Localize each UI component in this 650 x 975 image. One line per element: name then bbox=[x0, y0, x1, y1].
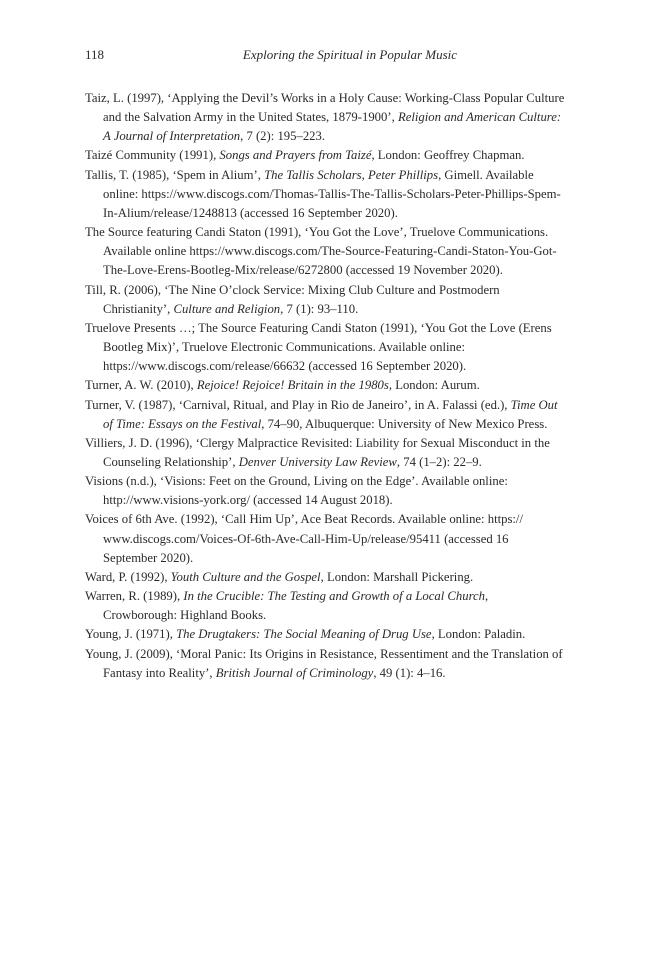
reference-entry bbox=[85, 510, 565, 567]
reference-text: Young, J. (2009), ‘Moral Panic: Its Origins in Resistance, Ressentiment and the Translation of Fantasy into Reality’, bbox=[85, 646, 563, 680]
reference-text: Tallis, T. (1985), ‘Spem in Alium’, bbox=[85, 167, 265, 182]
reference-text: , 74–90, Albuquerque: University of New Mexico Press. bbox=[261, 416, 548, 431]
reference-text: The Source featuring Candi Staton (1991), ‘You Got the Love’, Truelove Communications. Available online https://www.discogs.com/The-Source-Featuring-Candi-Staton-You-Got-The-Love-Erens-Bootleg-Mix/release/6272800 (accessed 19 November 2020). bbox=[85, 225, 557, 278]
reference-text: Taiz, L. (1997), ‘Applying the Devil’s Works in a Holy Cause: Working-Class Popular Culture and the Salvation Army in the United States, 1879-1900’, bbox=[85, 91, 565, 125]
reference-text: , 7 (1): 93–110. bbox=[280, 301, 359, 316]
reference-entry bbox=[85, 166, 565, 223]
reference-text: , Crowborough: Highland Books. bbox=[103, 589, 489, 623]
reference-text: , London: Marshall Pickering. bbox=[320, 569, 474, 584]
reference-text: , 74 (1–2): 22–9. bbox=[396, 454, 482, 469]
reference-text: Visions (n.d.), ‘Visions: Feet on the Ground, Living on the Edge’. Available online: http://www.visions-york.org/ (accessed 14 August 2018). bbox=[85, 474, 508, 508]
reference-title-italic: British Journal of Criminology bbox=[215, 665, 374, 680]
reference-text: Till, R. (2006), ‘The Nine O’clock Service: Mixing Club Culture and Postmodern Christianity’, bbox=[85, 282, 500, 316]
reference-text: , London: Aurum. bbox=[388, 378, 480, 393]
reference-entry bbox=[85, 587, 565, 625]
reference-title-italic: The Drugtakers: The Social Meaning of Drug Use bbox=[176, 627, 432, 642]
reference-text: Taizé Community (1991), bbox=[85, 148, 220, 163]
reference-text: Truelove Presents …; The Source Featuring Candi Staton (1991), ‘You Got the Love (Erens Bootleg Mix)’, Truelove Electronic Communications. Available online: https://www.discogs.com/release/66632 (accessed 16 September 2020). bbox=[85, 320, 552, 374]
reference-entry bbox=[85, 396, 565, 434]
reference-text: Turner, A. W. (2010), bbox=[85, 378, 197, 393]
reference-text: , 7 (2): 195–223. bbox=[240, 129, 326, 144]
running-title: Exploring the Spiritual in Popular Music bbox=[242, 47, 458, 62]
reference-title-italic: Culture and Religion bbox=[173, 301, 281, 316]
running-head bbox=[85, 45, 565, 65]
reference-title-italic: Religion and American Culture: A Journal of Interpretation bbox=[103, 110, 562, 144]
reference-title-italic: Youth Culture and the Gospel bbox=[170, 569, 321, 584]
reference-entry bbox=[85, 319, 565, 376]
reference-title-italic: Denver University Law Review bbox=[238, 454, 397, 469]
reference-entry bbox=[85, 376, 565, 395]
reference-text: , London: Paladin. bbox=[431, 627, 526, 642]
reference-title-italic: Songs and Prayers from Taizé bbox=[219, 148, 372, 163]
reference-entry bbox=[85, 568, 565, 587]
reference-text: Voices of 6th Ave. (1992), ‘Call Him Up’, Ace Beat Records. Available online: https:// www.discogs.com/Voices-Of-6th-Ave-Call-Him-Up/release/95411 (accessed 16 September 2020). bbox=[85, 512, 523, 565]
reference-entry bbox=[85, 281, 565, 319]
reference-title-italic: Rejoice! Rejoice! Britain in the 1980s bbox=[196, 378, 389, 393]
reference-title-italic: The Tallis Scholars, Peter Phillips bbox=[264, 167, 439, 182]
reference-text: Ward, P. (1992), bbox=[85, 569, 171, 584]
reference-list bbox=[85, 89, 565, 683]
reference-text: , 49 (1): 4–16. bbox=[373, 665, 446, 680]
reference-text: Young, J. (1971), bbox=[85, 627, 177, 642]
reference-text: Warren, R. (1989), bbox=[85, 589, 184, 604]
reference-entry bbox=[85, 645, 565, 683]
page-number: 118 bbox=[85, 47, 105, 62]
reference-entry bbox=[85, 146, 565, 165]
reference-title-italic: Time Out of Time: Essays on the Festival bbox=[103, 397, 558, 431]
reference-entry bbox=[85, 223, 565, 280]
reference-text: , Gimell. Available online: https://www.discogs.com/Thomas-Tallis-The-Tallis-Scholars-Peter-Phillips-Spem-In-Alium/release/1248813 (accessed 16 September 2020). bbox=[103, 167, 561, 220]
reference-entry bbox=[85, 434, 565, 472]
reference-text: Villiers, J. D. (1996), ‘Clergy Malpractice Revisited: Liability for Sexual Misconduct in the Counseling Relationship’, bbox=[85, 435, 550, 469]
reference-entry bbox=[85, 89, 565, 146]
reference-text: , London: Geoffrey Chapman. bbox=[371, 148, 525, 163]
reference-text: Turner, V. (1987), ‘Carnival, Ritual, and Play in Rio de Janeiro’, in A. Falassi (ed.), bbox=[85, 397, 511, 412]
reference-entry bbox=[85, 472, 565, 510]
reference-title-italic: In the Crucible: The Testing and Growth of a Local Church bbox=[183, 589, 486, 604]
reference-entry bbox=[85, 625, 565, 644]
